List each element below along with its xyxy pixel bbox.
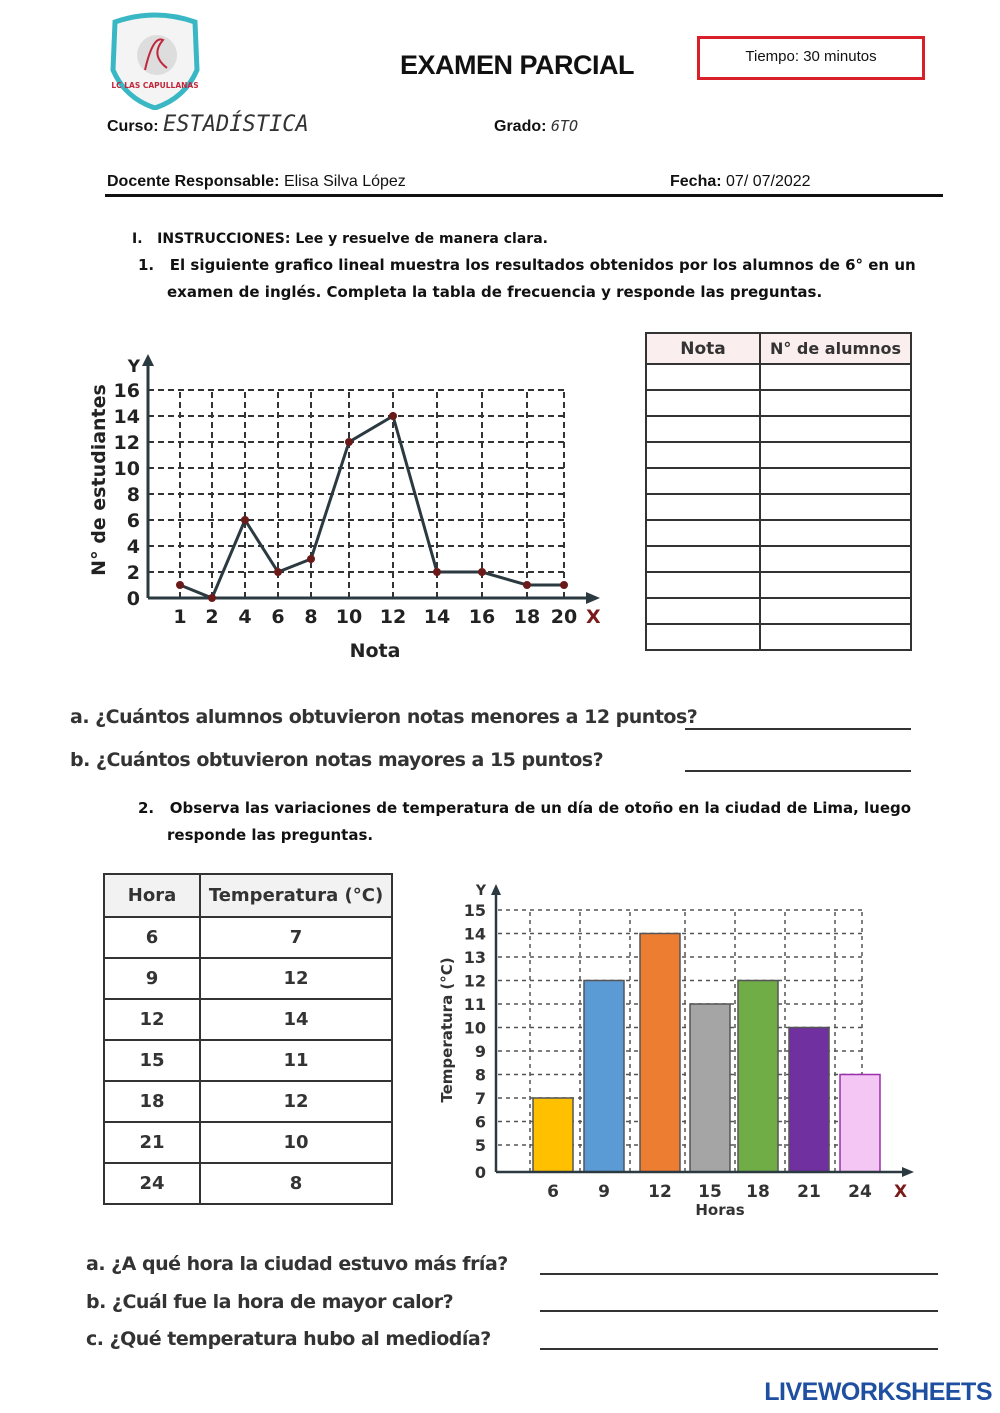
table-row [104,958,392,999]
answer-cell[interactable] [760,598,911,624]
bar [840,1075,880,1173]
y-tick-label: 9 [474,1042,486,1061]
table-row [646,468,911,494]
grado-field [494,117,578,136]
bar [789,1028,829,1173]
x-axis-title: Horas [695,1201,745,1219]
x-tick-label: 6 [547,1182,559,1202]
x-tick-label: 24 [848,1182,872,1202]
line-chart [80,340,620,670]
bar [738,981,778,1173]
data-point [523,581,531,589]
answer-cell[interactable] [646,520,760,546]
answer-cell[interactable] [646,390,760,416]
x-axis-arrow [902,1167,914,1177]
instructions: I. INSTRUCCIONES: Lee y resuelve de manera clara. [132,231,548,247]
temperature-cell: 14 [200,999,392,1040]
x-axis-letter: X [894,1182,908,1202]
x-tick-label: 20 [550,606,578,628]
y-axis-title: N° de estudiantes [88,384,110,576]
hour-cell: 9 [104,958,200,999]
x-axis-letter: X [586,606,601,628]
q1-question-a: a. ¿Cuántos alumnos obtuvieron notas menores a 12 puntos? [70,706,698,728]
data-point [176,581,184,589]
answer-cell[interactable] [760,546,911,572]
hour-cell: 6 [104,917,200,958]
header-hora: Hora [104,874,200,917]
answer-cell[interactable] [646,442,760,468]
y-tick-label: 14 [113,406,140,428]
x-axis-title: Nota [349,640,401,662]
q2-answer-a[interactable] [540,1273,938,1275]
bar [533,1098,573,1172]
table-row [646,494,911,520]
q2-text-line1: 2. Observa las variaciones de temperatura de un día de otoño en la ciudad de Lima, luego [138,799,912,817]
y-tick-label: 2 [126,562,140,584]
page-title: EXAMEN PARCIAL [400,50,635,80]
x-tick-label: 12 [379,606,407,628]
temperature-cell: 12 [200,1081,392,1122]
y-tick-label: 0 [126,588,140,610]
data-point [433,568,441,576]
q1-text-line1: 1. El siguiente grafico lineal muestra los resultados obtenidos por los alumnos de 6° en un [138,256,916,274]
y-tick-label: 4 [126,536,140,558]
table-row [646,390,911,416]
data-point [345,438,353,446]
data-point [241,516,249,524]
answer-cell[interactable] [646,494,760,520]
table-row [646,442,911,468]
table-row [104,917,392,958]
y-axis-arrow [491,884,501,895]
fecha-value: 07/ 07/2022 [726,173,811,190]
temperature-table [103,873,393,1205]
q2-answer-b[interactable] [540,1310,938,1312]
hour-cell: 24 [104,1163,200,1204]
table-row [104,1081,392,1122]
fecha-field [670,173,811,191]
answer-cell[interactable] [646,598,760,624]
docente-value: Elisa Silva López [283,173,406,190]
y-axis-letter: Y [127,357,140,377]
liveworksheets-logo: LIVEWORKSHEETS [764,1378,992,1406]
x-tick-label: 12 [648,1182,672,1202]
answer-cell[interactable] [646,468,760,494]
y-tick-label: 6 [126,510,140,532]
answer-cell[interactable] [760,416,911,442]
data-line [180,416,564,598]
x-tick-label: 9 [598,1182,610,1202]
answer-cell[interactable] [760,468,911,494]
table-row [646,520,911,546]
y-tick-label: 7 [474,1089,486,1108]
data-point [274,568,282,576]
hour-cell: 18 [104,1081,200,1122]
answer-cell[interactable] [646,364,760,390]
answer-cell[interactable] [646,624,760,650]
grado-value: 6TO [550,117,578,135]
answer-cell[interactable] [646,572,760,598]
grado-label: Grado: [494,118,547,135]
temperature-cell: 10 [200,1122,392,1163]
hour-cell: 21 [104,1122,200,1163]
answer-cell[interactable] [760,572,911,598]
answer-cell[interactable] [760,520,911,546]
time-box: Tiempo: 30 minutos [697,36,925,80]
x-tick-label: 6 [271,606,285,628]
bar [640,934,680,1173]
data-point [478,568,486,576]
school-logo [105,10,205,110]
x-tick-label: 10 [335,606,363,628]
bar [690,1004,730,1172]
q2-question-a: a. ¿A qué hora la ciudad estuvo más fría? [86,1253,508,1275]
q1-text-line2: examen de inglés. Completa la tabla de frecuencia y responde las preguntas. [167,283,823,301]
y-tick-label: 14 [463,924,486,944]
table-row [104,999,392,1040]
y-tick-label: 13 [463,948,486,967]
x-tick-label: 1 [173,606,187,628]
answer-cell[interactable] [646,546,760,572]
y-axis-title: Temperatura (°C) [438,957,456,1103]
hour-cell: 12 [104,999,200,1040]
x-tick-label: 14 [423,606,451,628]
y-tick-label: 5 [474,1136,486,1155]
table-row [646,364,911,390]
docente-field [107,173,406,191]
x-tick-label: 18 [746,1182,770,1202]
x-axis-arrow [586,592,600,604]
x-tick-label: 4 [238,606,252,628]
data-point [389,412,397,420]
docente-label: Docente Responsable: [107,173,280,190]
x-tick-label: 2 [205,606,219,628]
table-row [646,598,911,624]
table-row [104,1040,392,1081]
data-point [307,555,315,563]
y-tick-label: 10 [113,458,140,480]
q1-answer-b[interactable] [685,770,911,772]
header-num-alumnos: N° de alumnos [760,333,911,364]
table-row [646,416,911,442]
table-row [646,624,911,650]
x-tick-label: 15 [698,1182,722,1202]
answer-cell[interactable] [760,390,911,416]
q2-question-b: b. ¿Cuál fue la hora de mayor calor? [86,1291,454,1313]
answer-cell[interactable] [760,364,911,390]
curso-field [107,112,309,137]
y-tick-label: 8 [126,484,140,506]
y-axis-arrow [142,354,154,366]
hour-cell: 15 [104,1040,200,1081]
answer-cell[interactable] [760,624,911,650]
logo-text: LC LAS CAPULLANAS [111,81,199,90]
bar [584,981,624,1173]
data-point [208,594,216,602]
q2-answer-c[interactable] [540,1348,938,1350]
temperature-cell: 8 [200,1163,392,1204]
y-axis-letter: Y [475,883,486,899]
table-row [646,546,911,572]
answer-cell[interactable] [646,416,760,442]
frequency-table-q1 [645,332,912,651]
y-tick-label: 0 [474,1163,486,1182]
q2-text-line2: responde las preguntas. [167,826,374,844]
q1-question-b: b. ¿Cuántos obtuvieron notas mayores a 15 puntos? [70,749,604,771]
header-divider [105,194,943,197]
curso-value: ESTADÍSTICA [163,112,309,137]
bar-chart [430,875,930,1225]
y-tick-label: 16 [113,380,140,402]
table-row [104,1122,392,1163]
temperature-cell: 7 [200,917,392,958]
header-temperatura: Temperatura (°C) [200,874,392,917]
y-tick-label: 15 [463,901,486,920]
y-tick-label: 6 [474,1112,486,1132]
x-tick-label: 21 [797,1182,821,1202]
y-tick-label: 8 [474,1065,486,1085]
answer-cell[interactable] [760,494,911,520]
y-tick-label: 12 [113,432,140,454]
answer-cell[interactable] [760,442,911,468]
header-nota: Nota [646,333,760,364]
y-tick-label: 12 [463,971,486,991]
table-row [104,1163,392,1204]
q2-question-c: c. ¿Qué temperatura hubo al mediodía? [86,1328,491,1350]
x-tick-label: 18 [513,606,541,628]
x-tick-label: 8 [304,606,318,628]
y-tick-label: 10 [463,1018,486,1038]
temperature-cell: 12 [200,958,392,999]
temperature-cell: 11 [200,1040,392,1081]
table-row [646,572,911,598]
data-point [560,581,568,589]
y-tick-label: 11 [463,995,486,1014]
x-tick-label: 16 [468,606,496,628]
q1-answer-a[interactable] [685,728,911,730]
fecha-label: Fecha: [670,173,722,190]
curso-label: Curso: [107,118,159,135]
